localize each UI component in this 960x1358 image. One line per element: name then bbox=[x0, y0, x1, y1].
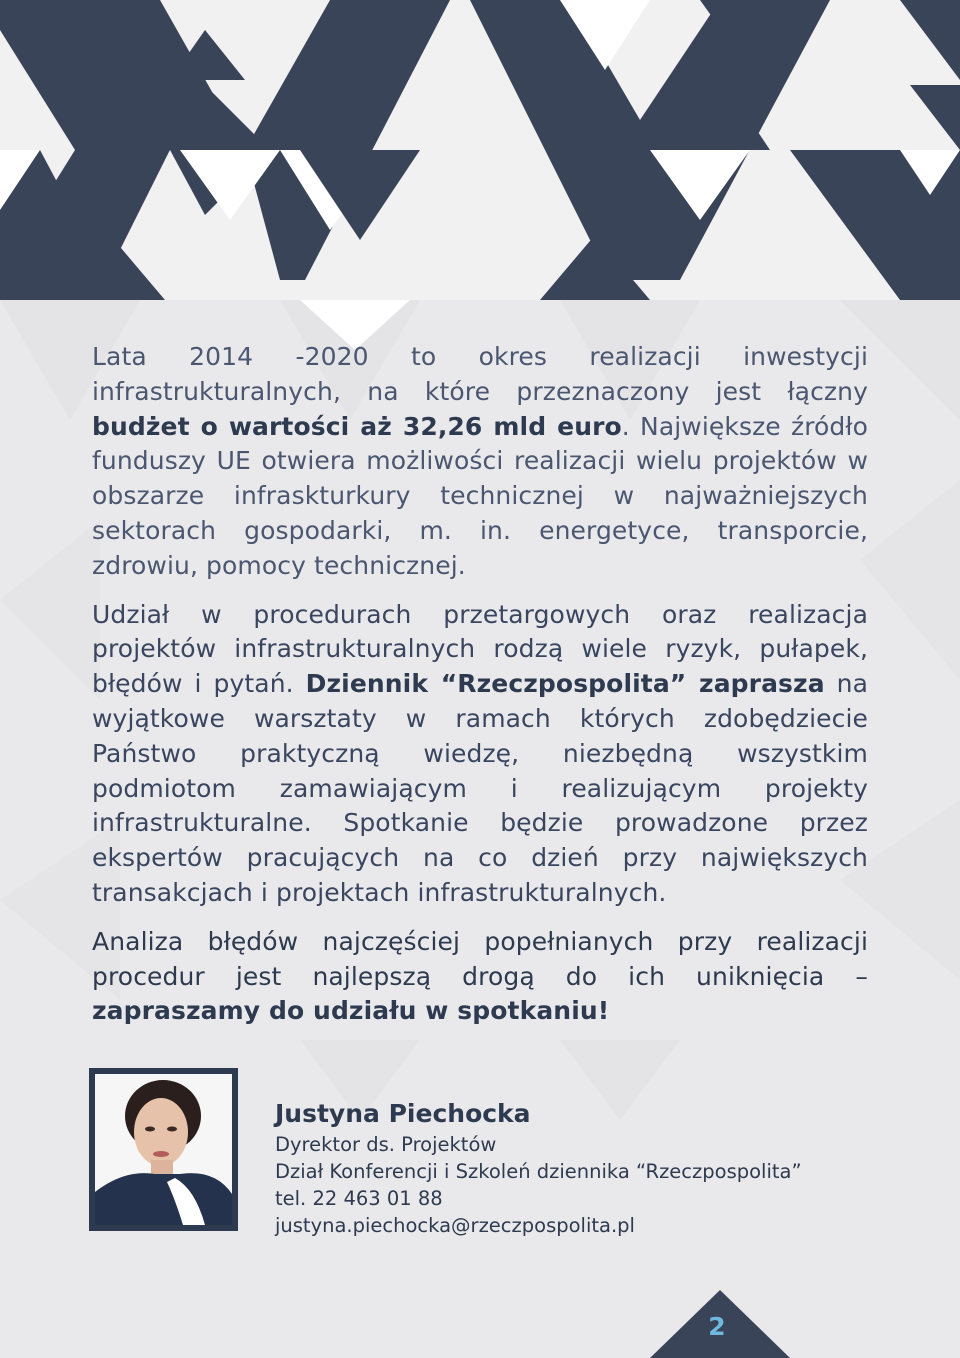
paragraph-invitation: Udział w procedurach przetargowych oraz realizacja projektów infrastrukturalnych rodzą wiele ryzyk, pułapek, błędów i pytań. Dziennik “Rzeczpospolita” zaprasza na wyjątkowe warsztaty w ramach których zdobędziecie Państwo praktyczną wiedzę, niezbędną wszystkim podmiotom zamawiającym i realizującym projekty infrastrukturalne. Spotkanie będzie prowadzone przez ekspertów pracujących na co dzień przy największych transakcjach i projektach infrastrukturalnych. bbox=[92, 599, 868, 907]
contact-phone[interactable]: tel. 22 463 01 88 bbox=[275, 1187, 443, 1210]
main-content bbox=[92, 340, 868, 1043]
contact-email[interactable]: justyna.piechocka@rzeczpospolita.pl bbox=[275, 1214, 635, 1237]
contact-title: Dyrektor ds. Projektów bbox=[275, 1133, 497, 1156]
contact-info bbox=[275, 1097, 802, 1239]
contact-photo bbox=[89, 1068, 238, 1231]
paragraph-closing: Analiza błędów najczęściej popełnianych przy realizacji procedur jest najlepszą drogą do ich uniknięcia – zapraszamy do udziału w spotkaniu! bbox=[92, 926, 868, 1026]
portrait-image bbox=[95, 1074, 232, 1225]
contact-department: Dział Konferencji i Szkoleń dziennika “Rzeczpospolita” bbox=[275, 1160, 802, 1183]
paragraph-intro: Lata 2014 -2020 to okres realizacji inwestycji infrastrukturalnych, na które przeznaczony jest łączny budżet o wartości aż 32,26 mld euro. Największe źródło funduszy UE otwiera możliwości realizacji wielu projektów w obszarze infraskturkury technicznej w najważniejszych sektorach gospodarki, m. in. energetyce, transporcie, zdrowiu, pomocy technicznej. bbox=[92, 342, 868, 580]
page-number: 2 bbox=[708, 1312, 726, 1341]
contact-name: Justyna Piechocka bbox=[275, 1099, 531, 1128]
